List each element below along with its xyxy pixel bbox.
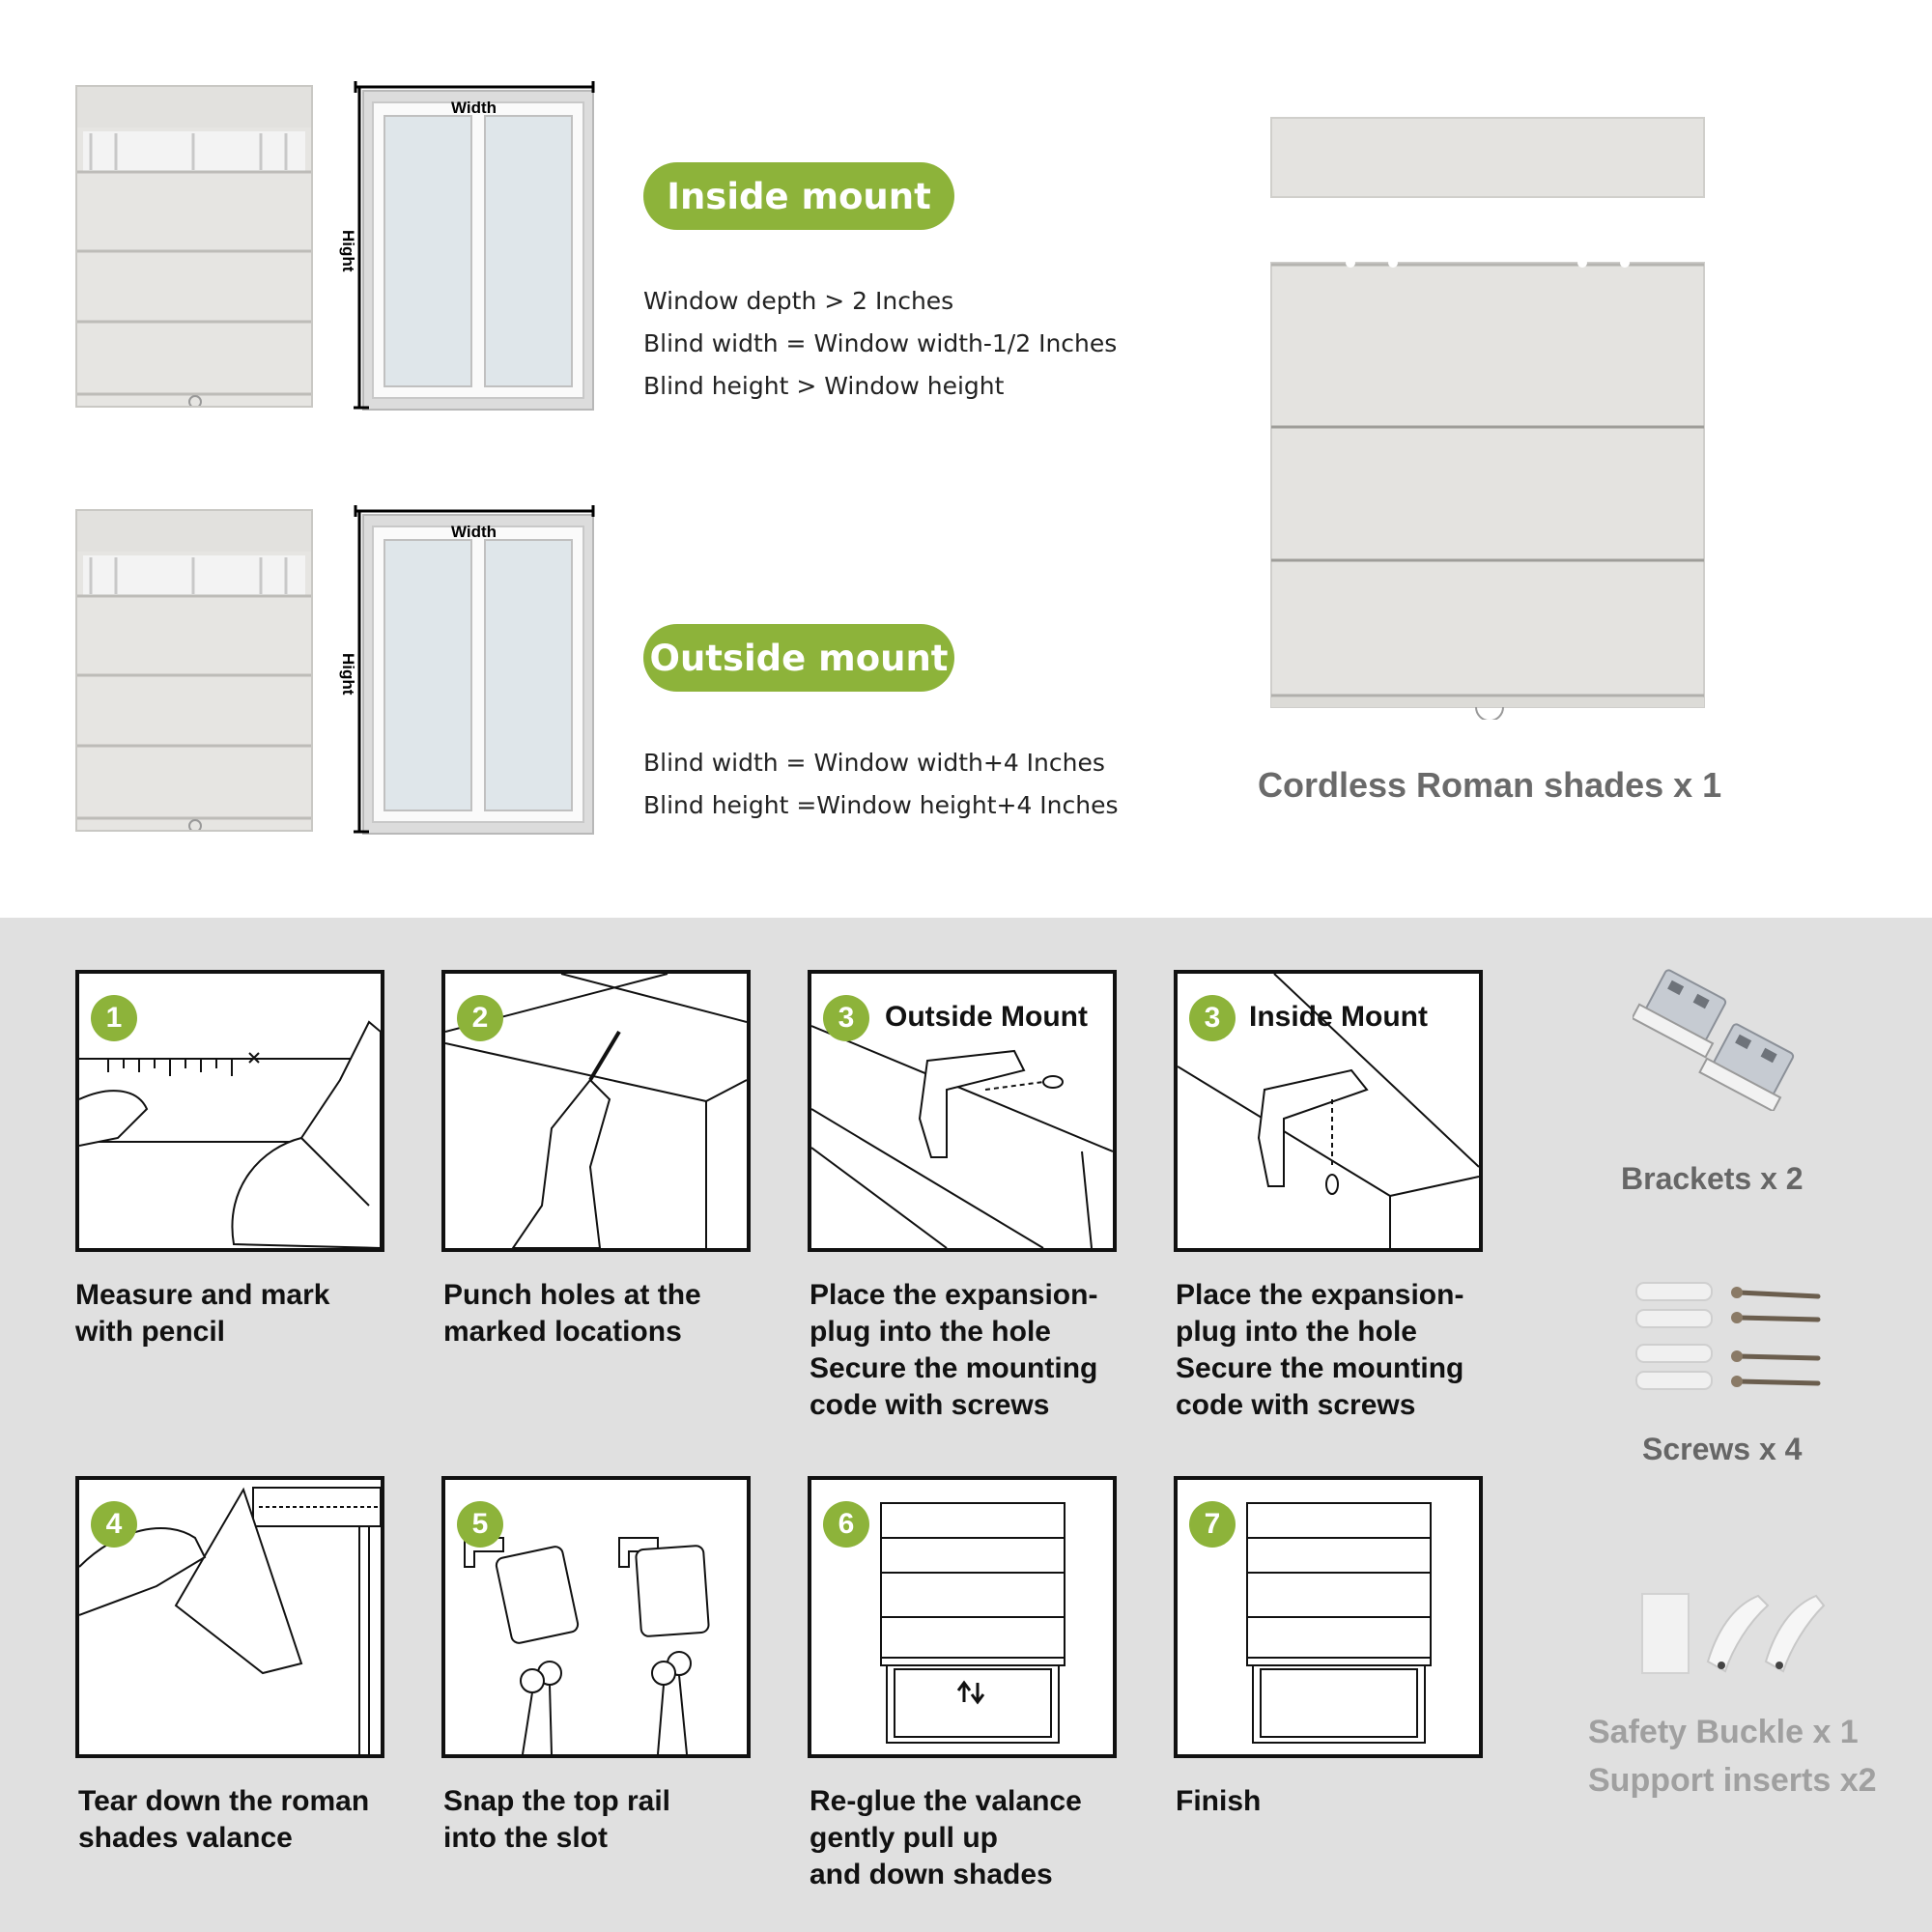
spec-line: Window depth > 2 Inches (643, 287, 954, 315)
brackets-label: Brackets x 2 (1621, 1161, 1804, 1196)
step-card-7 (1174, 1476, 1483, 1758)
product-label: Cordless Roman shades x 1 (1258, 765, 1722, 805)
inside-window-diagram (350, 81, 597, 412)
safety-buckle-image (1633, 1584, 1826, 1681)
step-card-4 (75, 1476, 384, 1758)
screws-image (1633, 1275, 1835, 1401)
spec-line: Blind width = Window width-1/2 Inches (643, 329, 1118, 357)
support-inserts-label: Support inserts x2 (1588, 1762, 1877, 1799)
step-number-badge: 1 (91, 995, 137, 1041)
step-card-2 (441, 970, 751, 1252)
step-number-badge: 6 (823, 1501, 869, 1548)
spec-line: Blind height =Window height+4 Inches (643, 791, 1119, 819)
step-card-5 (441, 1476, 751, 1758)
step-number-badge: 4 (91, 1501, 137, 1548)
step-caption-5: Snap the top rail into the slot (443, 1785, 671, 1854)
step-number-badge: 5 (457, 1501, 503, 1548)
step-number-badge: 7 (1189, 1501, 1236, 1548)
step-caption-1: Measure and mark with pencil (75, 1279, 330, 1348)
step-number-badge: 3 (1189, 995, 1236, 1041)
step-title: Inside Mount (1249, 1001, 1428, 1033)
outside-mount-specs (643, 742, 1119, 827)
step-number-badge: 3 (823, 995, 869, 1041)
step-card-1 (75, 970, 384, 1252)
outside-height-label: Hight (339, 653, 357, 696)
step-caption-3-inside: Place the expansion- plug into the hole Secure the mounting code with screws (1176, 1279, 1464, 1421)
inside-height-label: Hight (339, 230, 357, 272)
step-number-badge: 2 (457, 995, 503, 1041)
inside-shade-illustration (75, 85, 313, 408)
inside-mount-badge: Inside mount (643, 162, 954, 230)
outside-mount-badge: Outside mount (643, 624, 954, 692)
step-caption-6: Re-glue the valance gently pull up and down shades (810, 1785, 1082, 1890)
step-caption-4: Tear down the roman shades valance (78, 1785, 370, 1854)
step-card-3-outside (808, 970, 1117, 1252)
inside-width-label: Width (451, 99, 497, 117)
step-caption-3-outside: Place the expansion- plug into the hole Secure the mounting code with screws (810, 1279, 1098, 1421)
step-caption-7: Finish (1176, 1785, 1262, 1817)
inside-mount-specs (643, 280, 1117, 408)
safety-buckle-label: Safety Buckle x 1 (1588, 1714, 1859, 1750)
step-card-6 (808, 1476, 1117, 1758)
step-title: Outside Mount (885, 1001, 1088, 1033)
roman-shade-product-image (1267, 116, 1708, 720)
outside-width-label: Width (451, 523, 497, 541)
accessory-text-block (1588, 1708, 1877, 1804)
screws-label: Screws x 4 (1642, 1432, 1803, 1466)
spec-line: Blind height > Window height (643, 372, 1005, 400)
spec-line: Blind width = Window width+4 Inches (643, 749, 1105, 777)
outside-window-diagram (350, 505, 597, 836)
outside-shade-illustration (75, 509, 313, 832)
step-card-3-inside (1174, 970, 1483, 1252)
brackets-image (1633, 966, 1826, 1111)
step-caption-2: Punch holes at the marked locations (443, 1279, 701, 1348)
